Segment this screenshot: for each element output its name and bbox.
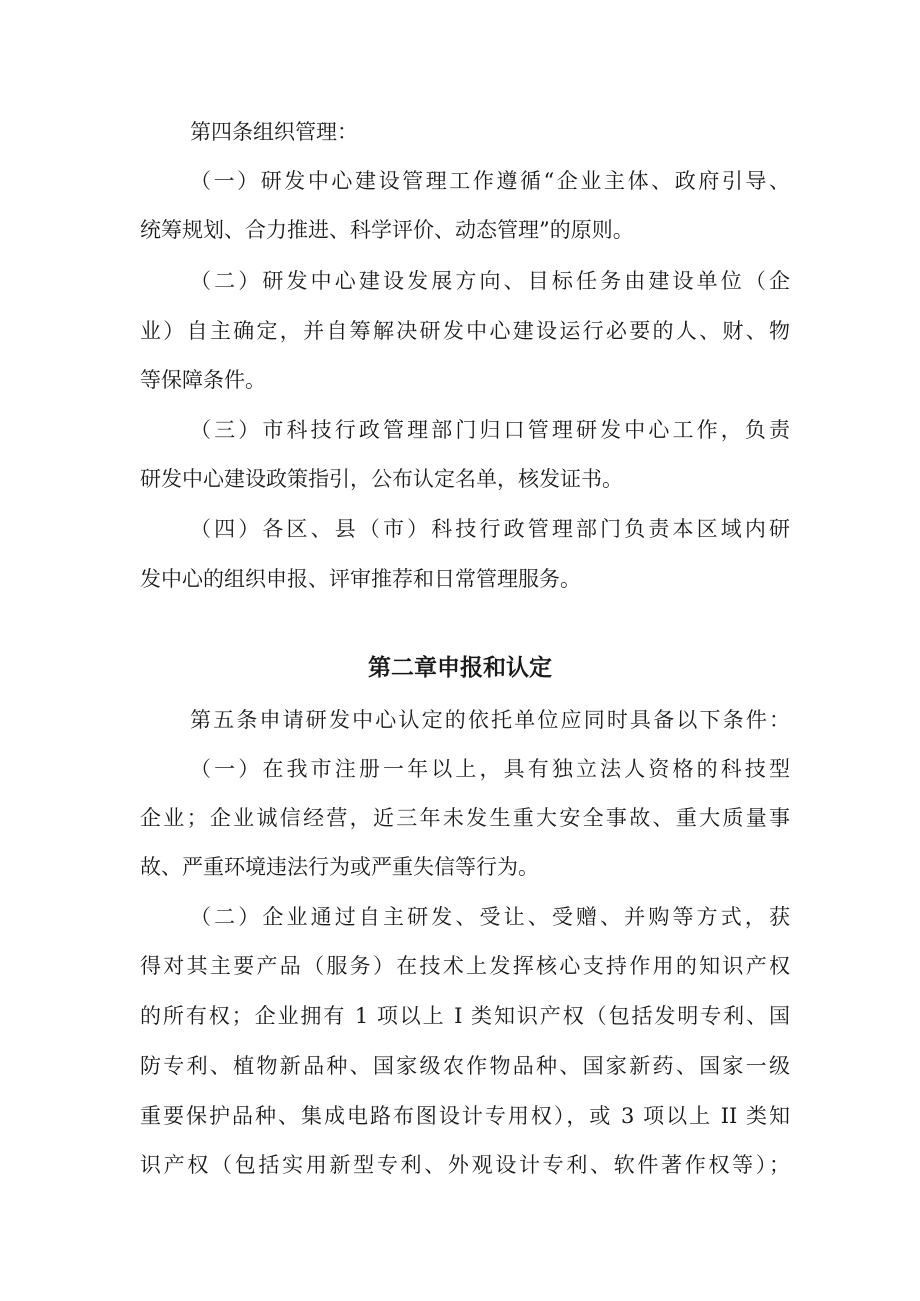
- article5-item2-line4: 防专利、植物新品种、国家级农作物品种、国家新药、国家一级: [140, 1054, 790, 1078]
- article5-item2-line5: 重要保护品种、集成电路布图设计专用权），或 3 项以上 II 类知: [140, 1104, 790, 1128]
- article5-item1-line1: （一）在我市注册一年以上，具有独立法人资格的科技型: [190, 757, 790, 781]
- article5-item1-line3: 故、严重环境违法行为或严重失信等行为。: [140, 855, 539, 879]
- article4-item2-line1: （二）研发中心建设发展方向、目标任务由建设单位（企: [190, 269, 790, 293]
- article5-item2-line6: 识产权（包括实用新型专利、外观设计专利、软件著作权等）；: [140, 1153, 790, 1177]
- article4-item3-line1: （三）市科技行政管理部门归口管理研发中心工作，负责: [190, 418, 790, 442]
- chapter-heading: 第二章申报和认定: [368, 655, 552, 681]
- article5-item2-line2: 得对其主要产品（服务）在技术上发挥核心支持作用的知识产权: [140, 954, 790, 978]
- article5-title: 第五条申请研发中心认定的依托单位应同时具备以下条件：: [190, 708, 790, 732]
- article4-title: 第四条组织管理：: [190, 120, 358, 144]
- article4-item4-line1: （四）各区、县（市）科技行政管理部门负责本区域内研: [190, 517, 790, 541]
- article4-item2-line3: 等保障条件。: [140, 368, 266, 392]
- article4-item1-line2: 统筹规划、合力推进、科学评价、动态管理”的原则。: [140, 218, 634, 242]
- article4-item2-line2: 业）自主确定，并自筹解决研发中心建设运行必要的人、财、物: [140, 319, 790, 343]
- article5-item1-line2: 企业；企业诚信经营，近三年未发生重大安全事故、重大质量事: [140, 806, 790, 830]
- article4-item4-line2: 发中心的组织申报、评审推荐和日常管理服务。: [140, 567, 581, 591]
- article4-item1-line1: （一）研发中心建设管理工作遵循“企业主体、政府引导、: [190, 169, 790, 193]
- article4-item3-line2: 研发中心建设政策指引，公布认定名单，核发证书。: [140, 467, 623, 491]
- article5-item2-line1: （二）企业通过自主研发、受让、受赠、并购等方式，获: [190, 905, 790, 929]
- article5-item2-line3: 的所有权；企业拥有 1 项以上 I 类知识产权（包括发明专利、国: [140, 1004, 790, 1028]
